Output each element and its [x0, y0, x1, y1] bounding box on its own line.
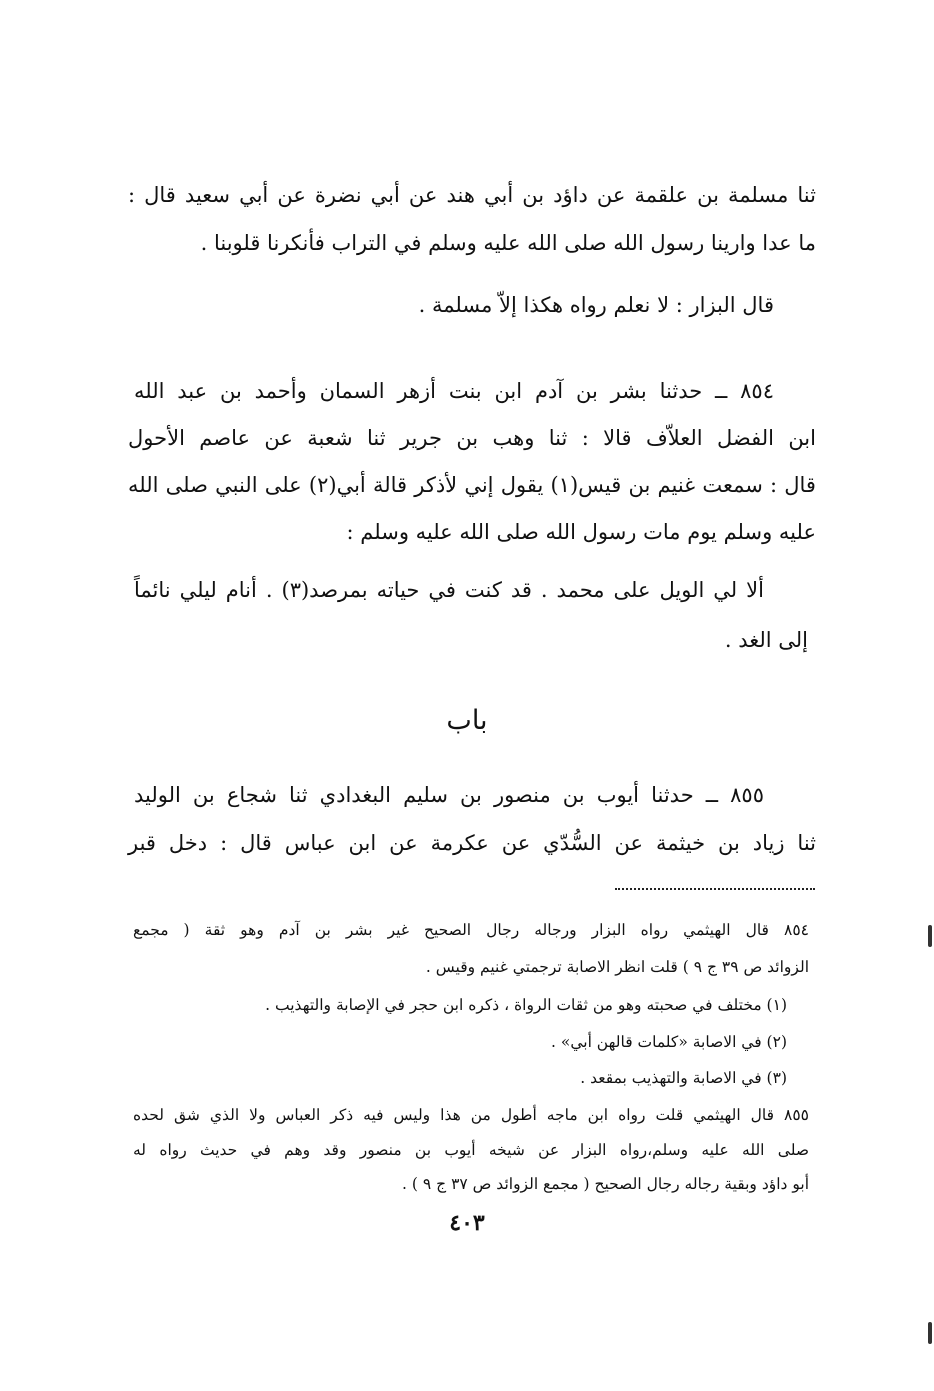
- footnote-1: (١) مختلف في صحبته وهو من ثقات الرواة ، ذكره ابن حجر في الإصابة والتهذيب .: [265, 996, 787, 1014]
- hadith-854-line: ٨٥٤ ــ حدثنا بشر بن آدم ابن بنت أزهر السمان وأحمد بن عبد الله: [134, 379, 774, 403]
- footnote-854: ٨٥٤ قال الهيثمي رواه البزار ورجاله رجال الصحيح غير بشر بن آدم وهو ثقة ( مجمع: [133, 921, 809, 939]
- hadith-855-line: ٨٥٥ ــ حدثنا أيوب بن منصور بن سليم البغدادي ثنا شجاع بن الوليد: [134, 783, 764, 807]
- section-heading: باب: [446, 705, 488, 736]
- footnote-separator: [615, 888, 815, 890]
- text-line: ما عدا وارينا رسول الله صلى الله عليه وسلم في التراب فأنكرنا قلوبنا .: [200, 231, 816, 255]
- footnote-855: ٨٥٥ قال الهيثمي قلت رواه ابن ماجه أطول من هذا وليس فيه ذكر العباس ولا الذي شق لحده: [133, 1106, 809, 1124]
- footnote-855: أبو داؤد وبقية رجاله رجال الصحيح ( مجمع الزوائد ص ٣٧ ج ٩ ) .: [402, 1175, 809, 1193]
- text-line: ثنا مسلمة بن علقمة عن داؤد بن أبي هند عن أبي نضرة عن أبي سعيد قال :: [128, 183, 816, 207]
- scan-edge-mark: [928, 925, 932, 947]
- hadith-854-line: ابن الفضل العلاّف قالا : ثنا وهب بن جرير ثنا شعبة عن عاصم الأحول: [128, 426, 816, 450]
- hadith-854-line: عليه وسلم يوم مات رسول الله صلى الله عليه وسلم :: [346, 520, 816, 544]
- verse-line: ألا لي الويل على محمد . قد كنت في حياته بمرصد(٣) . أنام ليلي نائماً: [134, 578, 764, 602]
- scan-edge-mark: [928, 1322, 932, 1344]
- hadith-855-line: ثنا زياد بن خيثمة عن السُّدّي عن عكرمة عن ابن عباس قال : دخل قبر: [128, 831, 816, 855]
- footnote-3: (٣) في الاصابة والتهذيب بمقعد .: [580, 1069, 787, 1087]
- page-number: ٤٠٣: [449, 1210, 485, 1236]
- footnote-2: (٢) في الاصابة «كلمات قالهن أبي» .: [551, 1033, 787, 1051]
- footnote-855: صلى الله عليه وسلم،رواه البزار عن شيخه أيوب بن منصور وقد وهم في حديث رواه له: [133, 1141, 809, 1159]
- verse-line: إلى الغد .: [724, 628, 808, 652]
- footnote-854: الزوائد ص ٣٩ ج ٩ ) قلت انظر الاصابة ترجمتي غنيم وقيس .: [425, 958, 809, 976]
- bazzar-note: قال البزار : لا نعلم رواه هكذا إلاّ مسلمة .: [418, 293, 774, 317]
- hadith-854-line: قال : سمعت غنيم بن قيس(١) يقول إني لأذكر قالة أبي(٢) على النبي صلى الله: [128, 473, 816, 497]
